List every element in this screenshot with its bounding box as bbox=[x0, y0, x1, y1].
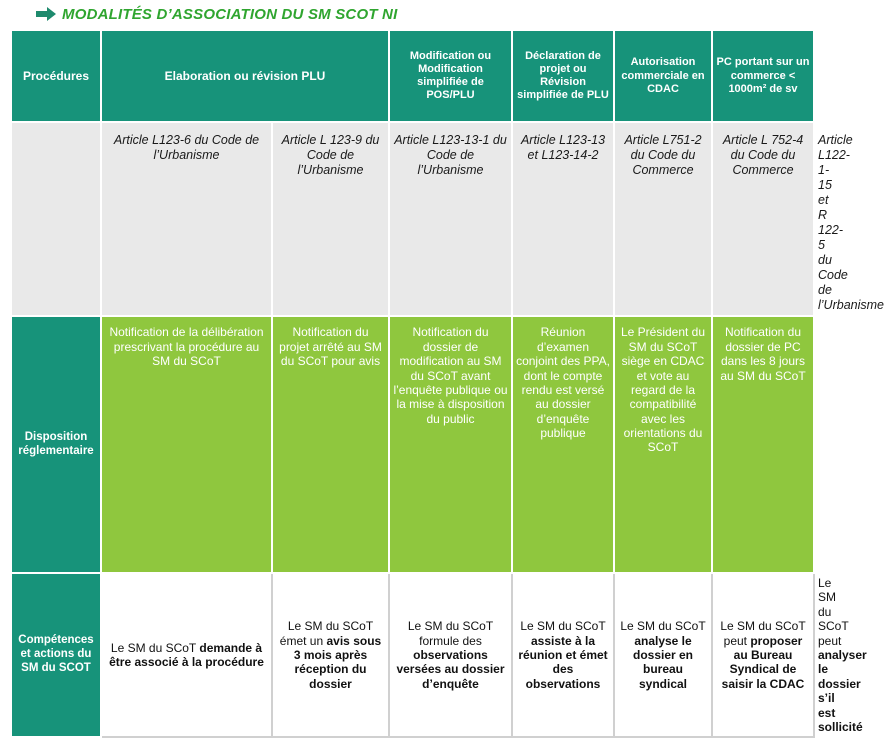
reference-row: Article L123-6 du Code de l’Urbanisme Article L 123-9 du Code de l’Urbanisme Article L123-13-1 du Code de l’Urbanisme Article L123-13 et L123-14-2 Article L751-2 du Code du Commerce Article L 752-4 du Code du Commerce Article L122-1-15 et R 122-5 du Code de l’Urbanisme bbox=[11, 122, 814, 316]
row-label-empty bbox=[11, 122, 101, 316]
association-table bbox=[10, 29, 884, 738]
reference-cell: Article L123-13 et L123-14-2 bbox=[512, 122, 614, 316]
header-row: Procédures Elaboration ou révision PLU Modification ou Modification simplifiée de POS/PLU Déclaration de projet ou Révision simplifiée de PLU Autorisation commerciale en CDAC PC portant sur un commerce < 1000m² de sv PC ou PA > 5000m², ZAC… bbox=[11, 30, 814, 122]
page-title: MODALITÉS D’ASSOCIATION DU SM SCOT NI bbox=[62, 5, 398, 23]
competences-row: Compétences et actions du SM du SCOT Le SM du SCoT demande à être associé à la procédure Le SM du SCoT émet un avis sous 3 mois après réception du dossier Le SM du SCoT formule des observations versées au dossier d’enquête Le SM du SCoT assiste à la réunion et émet des observations Le SM du SCoT analyse le dossier en bureau syndical Le SM du SCoT peut proposer au Bureau Syndical de saisir la CDAC Le SM du SCoT peut analyser le dossier s’il est sollicité bbox=[11, 573, 814, 737]
row-label-procedures: Procédures bbox=[11, 30, 101, 122]
reference-cell: Article L751-2 du Code du Commerce bbox=[614, 122, 712, 316]
disposition-cell: Notification du dossier de modification au SM du SCoT avant l’enquête publique ou la mise à disposition du public bbox=[389, 316, 512, 573]
disposition-cell: Le Président du SM du SCoT siège en CDAC et vote au regard de la compatibilité avec les orientations du SCoT bbox=[614, 316, 712, 573]
competence-cell: Le SM du SCoT peut proposer au Bureau Syndical de saisir la CDAC bbox=[712, 573, 814, 737]
column-header-cdac: Autorisation commerciale en CDAC bbox=[614, 30, 712, 122]
column-header-elaboration-plu: Elaboration ou révision PLU bbox=[101, 30, 389, 122]
competence-cell: Le SM du SCoT émet un avis sous 3 mois après réception du dossier bbox=[272, 573, 389, 737]
right-arrow-icon bbox=[36, 7, 56, 21]
reference-cell: Article L 752-4 du Code du Commerce bbox=[712, 122, 814, 316]
page-title-bar bbox=[36, 4, 397, 24]
competence-cell: Le SM du SCoT demande à être associé à la procédure bbox=[101, 573, 272, 737]
reference-cell: Article L123-6 du Code de l’Urbanisme bbox=[101, 122, 272, 316]
disposition-row: Disposition réglementaire Notification de la délibération prescrivant la procédure au SM du SCoT Notification du projet arrêté au SM du SCoT pour avis Notification du dossier de modification au SM du SCoT avant l’enquête publique ou la mise à disposition du public Réunion d’examen conjoint des PPA, dont le compte rendu est versé au dossier d’enquête publique Le Président du SM du SCoT siège en CDAC et vote au regard de la compatibilité avec les orientations du SCoT Notification du dossier de PC dans les 8 jours au SM du SCoT Ces procédures doivent être compatibles avec le SCoT mais aucune consultation n’est rendue obligatoire par le code bbox=[11, 316, 814, 573]
row-label-disposition: Disposition réglementaire bbox=[11, 316, 101, 573]
disposition-cell: Notification du projet arrêté au SM du SCoT pour avis bbox=[272, 316, 389, 573]
column-header-modification: Modification ou Modification simplifiée de POS/PLU bbox=[389, 30, 512, 122]
competence-cell: Le SM du SCoT analyse le dossier en bureau syndical bbox=[614, 573, 712, 737]
competence-cell: Le SM du SCoT formule des observations versées au dossier d’enquête bbox=[389, 573, 512, 737]
reference-cell: Article L 123-9 du Code de l’Urbanisme bbox=[272, 122, 389, 316]
reference-cell: Article L123-13-1 du Code de l’Urbanisme bbox=[389, 122, 512, 316]
row-label-competences: Compétences et actions du SM du SCOT bbox=[11, 573, 101, 737]
disposition-cell: Notification de la délibération prescrivant la procédure au SM du SCoT bbox=[101, 316, 272, 573]
column-header-declaration-projet: Déclaration de projet ou Révision simplifiée de PLU bbox=[512, 30, 614, 122]
disposition-cell: Réunion d’examen conjoint des PPA, dont le compte rendu est versé au dossier d’enquête publique bbox=[512, 316, 614, 573]
disposition-cell: Notification du dossier de PC dans les 8 jours au SM du SCoT bbox=[712, 316, 814, 573]
column-header-pc-commerce: PC portant sur un commerce < 1000m² de sv bbox=[712, 30, 814, 122]
competence-cell: Le SM du SCoT assiste à la réunion et émet des observations bbox=[512, 573, 614, 737]
